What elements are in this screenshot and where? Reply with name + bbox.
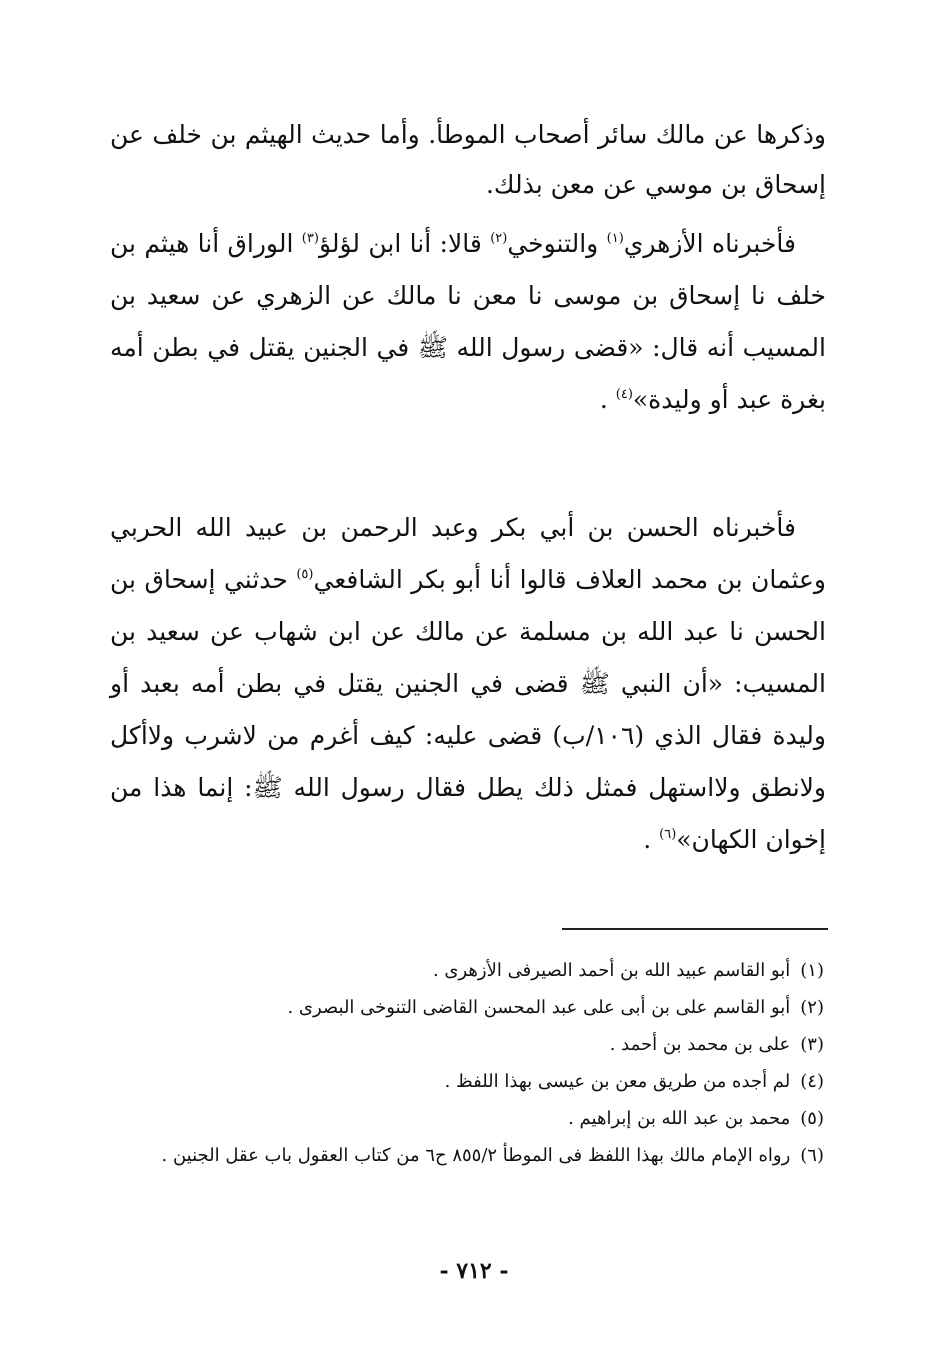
footnote-text: رواه الإمام مالك بهذا اللفظ فى الموطأ ٨٥٥/٢ ح٦ من كتاب العقول باب عقل الجنين . <box>161 1145 791 1166</box>
footnote-ref-5[interactable]: (٥) <box>296 567 314 582</box>
paragraph-2-text-e: . <box>599 385 616 414</box>
footnote-text: محمد بن عبد الله بن إبراهيم . <box>568 1108 791 1129</box>
footnotes-list <box>110 952 824 1174</box>
footnote-item <box>110 989 824 1026</box>
footnote-ref-2[interactable]: (٢) <box>490 231 508 246</box>
footnote-item <box>110 1026 824 1063</box>
paragraph-1: وذكرها عن مالك سائر أصحاب الموطأ. وأما حديث الهيثم بن خلف عن إسحاق بن موسي عن معن بذلك. <box>110 120 826 199</box>
footnote-number: (٦) <box>800 1145 824 1166</box>
paragraph-3-text-b: حدثني إسحاق بن الحسن نا عبد الله بن مسلمة عن مالك عن ابن شهاب عن سعيد بن المسيب: «أن النبي ﷺ قضى في الجنين يقتل في بطن أمه بعبد أو وليدة فقال الذي (١٠٦/ب) قضى عليه: كيف أغرم من لاشرب ولاأكل ولانطق ولااستهل فمثل ذلك يطل فقال رسول الله ﷺ: إنما هذا من إخوان الكهان» <box>110 565 826 854</box>
page-number: - ٧١٢ - <box>439 1258 509 1284</box>
footnote-text: أبو القاسم عبيد الله بن أحمد الصيرفى الأزهرى . <box>432 960 791 981</box>
footnote-text: لم أجده من طريق معن بن عيسى بهذا اللفظ . <box>444 1071 791 1092</box>
paragraph-3-text-c: . <box>643 825 660 854</box>
footnote-number: (٣) <box>800 1034 824 1055</box>
footnote-item <box>110 1137 824 1174</box>
footnote-item <box>110 1063 824 1100</box>
footnote-item <box>110 952 824 989</box>
footnote-item <box>110 1100 824 1137</box>
footnote-number: (١) <box>800 960 824 981</box>
paragraph-2-text-b: والتنوخي <box>507 229 607 258</box>
paragraph-2 <box>110 218 826 426</box>
footnote-separator <box>562 928 828 930</box>
footnote-ref-6[interactable]: (٦) <box>659 827 677 842</box>
footnote-number: (٤) <box>800 1071 824 1092</box>
paragraph-3-text-a: فأخبرناه الحسن بن أبي بكر وعبد الرحمن بن عبيد الله الحربي وعثمان بن محمد العلاف قالوا أنا أبو بكر الشافعي <box>110 513 826 594</box>
footnote-number: (٥) <box>800 1108 824 1129</box>
footnote-text: على بن محمد بن أحمد . <box>609 1034 791 1055</box>
footnote-ref-1[interactable]: (١) <box>606 231 624 246</box>
footnote-number: (٢) <box>800 997 824 1018</box>
paragraph-2-text-a: فأخبرناه الأزهري <box>623 229 797 258</box>
paragraph-3 <box>110 502 826 866</box>
paragraph-2-text-d: الوراق أنا هيثم بن خلف نا إسحاق بن موسى نا معن نا مالك عن الزهري عن سعيد بن المسيب أنه قال: «قضى رسول الله ﷺ في الجنين يقتل في بطن أمه بغرة عبد أو وليدة» <box>110 229 826 414</box>
paragraph-2-text-c: قالا: أنا ابن لؤلؤ <box>318 229 491 258</box>
footnote-ref-3[interactable]: (٣) <box>301 231 319 246</box>
footnote-ref-4[interactable]: (٤) <box>615 387 633 402</box>
footnote-text: أبو القاسم على بن أبى على عبد المحسن القاضى التنوخى البصرى . <box>287 997 791 1018</box>
